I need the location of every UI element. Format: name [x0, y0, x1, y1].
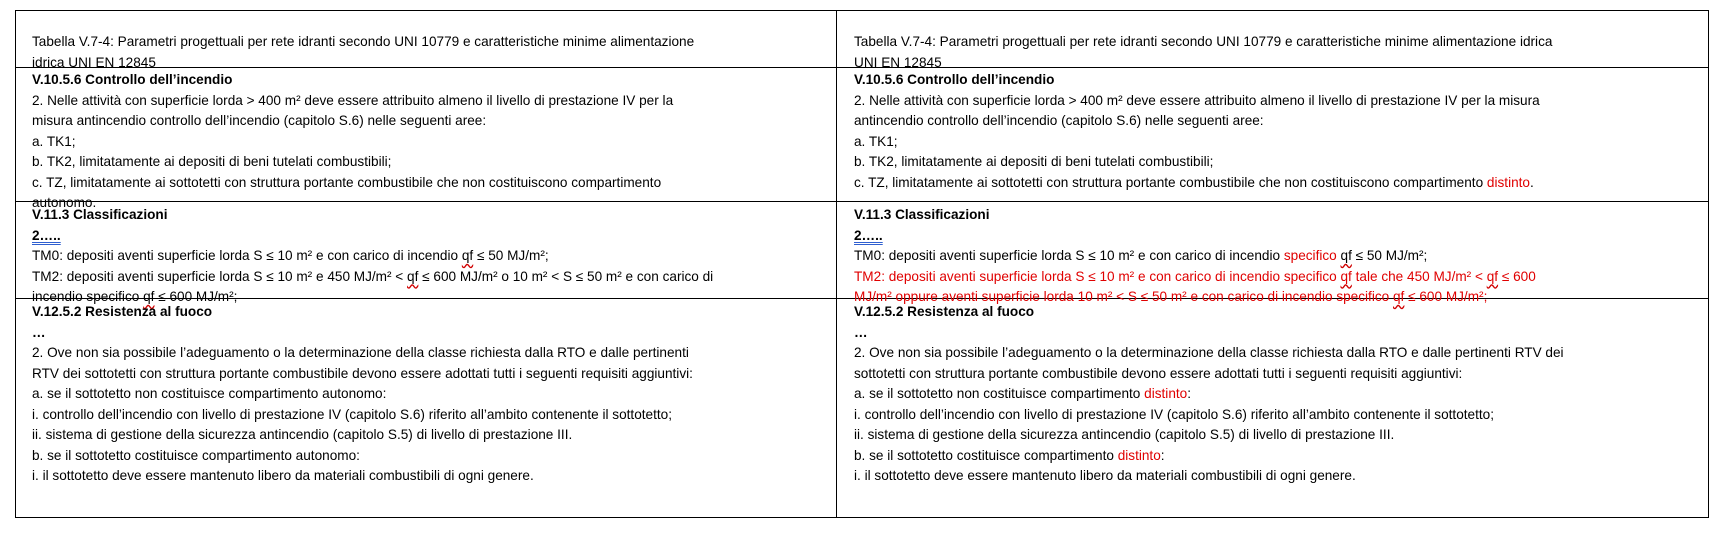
left-section-classificazioni: V.11.3 Classificazioni 2….. TM0: depositi aventi superficie lorda S ≤ 10 m² e con carico di incendio qf ≤ 50 MJ/m²; TM2: depositi aventi superficie lorda S ≤ 10 m² e 450 MJ/m² < qf ≤ 600 MJ/m² o 10 m² < S ≤ 50 m² e con carico di incendio specifico qf ≤ 600 MJ/m²; — [32, 205, 842, 308]
left-section-controllo: V.10.5.6 Controllo dell’incendio 2. Nelle attività con superficie lorda > 400 m² deve essere attribuito almeno il livello di prestazione IV per la misura antincendio controllo dell’incendio (capitolo S.6) nelle seguenti aree: a. TK1; b. TK2, limitatamente ai depositi di beni tutelati combustibili; c. TZ, limitatamente ai sottotetti con struttura portante combustibile che non costituiscono compartimento autonomo. — [32, 70, 842, 214]
section-heading: V.12.5.2 Resistenza al fuoco — [854, 304, 1035, 319]
changed-text: TM2: depositi aventi superficie lorda S ≤ 10 m² e con carico di incendio specifico qf tale che 450 MJ/m² < qf ≤ 600 — [854, 268, 1536, 284]
section-heading: V.10.5.6 Controllo dell’incendio — [32, 72, 233, 87]
right-section-controllo: V.10.5.6 Controllo dell’incendio 2. Nelle attività con superficie lorda > 400 m² deve essere attribuito almeno il livello di prestazione IV per la misura antincendio controllo dell’incendio (capitolo S.6) nelle seguenti aree: a. TK1; b. TK2, limitatamente ai depositi di beni tutelati combustibili; c. TZ, limitatamente ai sottotetti con struttura portante combustibile che non costituiscono compartimento distinto. — [854, 70, 1664, 193]
right-section-resistenza: V.12.5.2 Resistenza al fuoco … 2. Ove non sia possibile l’adeguamento o la determinazione della classe richiesta dalla RTO e dalle pertinenti RTV dei sottotetti con struttura portante combustibile devono essere adottati tutti i seguenti requisiti aggiuntivi: a. se il sottotetto non costituisce compartimento distinto: i. controllo dell’incendio con livello di prestazione IV (capitolo S.6) riferito all’ambito contenente il sottotetto; ii. sistema di gestione della sicurezza antincendio (capitolo S.5) di livello di prestazione III. b. se il sottotetto costituisce compartimento distinto: i. il sottotetto deve essere mantenuto libero da materiali combustibili di ogni genere. — [854, 302, 1664, 487]
right-caption: Tabella V.7-4: Parametri progettuali per rete idranti secondo UNI 10779 e caratteristiche minime alimentazione idrica UNI EN 12845 — [854, 34, 1553, 70]
changed-text: distinto — [1486, 174, 1530, 190]
changed-text: distinto — [1117, 447, 1161, 463]
section-heading: V.11.3 Classificazioni — [854, 207, 990, 222]
changed-text: distinto — [1144, 386, 1188, 401]
right-section-classificazioni: V.11.3 Classificazioni 2….. TM0: depositi aventi superficie lorda S ≤ 10 m² e con carico di incendio specifico qf ≤ 50 MJ/m²; TM2: depositi aventi superficie lorda S ≤ 10 m² e con carico di incendio specifico qf tale che 450 MJ/m² < qf ≤ 600 MJ/m² oppure aventi superficie lorda 10 m² < S ≤ 50 m² e con carico di incendio specifico qf ≤ 600 MJ/m²; — [854, 205, 1664, 308]
section-heading: V.11.3 Classificazioni — [32, 207, 168, 222]
changed-text: specifico — [1283, 248, 1337, 263]
left-caption: Tabella V.7-4: Parametri progettuali per rete idranti secondo UNI 10779 e caratteristiche minime alimentazione idrica UNI EN 12845 — [32, 34, 695, 70]
left-section-resistenza: V.12.5.2 Resistenza al fuoco … 2. Ove non sia possibile l’adeguamento o la determinazione della classe richiesta dalla RTO e dalle pertinenti RTV dei sottotetti con struttura portante combustibile devono essere adottati tutti i seguenti requisiti aggiuntivi: a. se il sottotetto non costituisce compartimento autonomo: i. controllo dell’incendio con livello di prestazione IV (capitolo S.6) riferito all’ambito contenente il sottotetto; ii. sistema di gestione della sicurezza antincendio (capitolo S.5) di livello di prestazione III. b. se il sottotetto costituisce compartimento autonomo: i. il sottotetto deve essere mantenuto libero da materiali combustibili di ogni genere. — [32, 302, 842, 487]
section-heading: V.12.5.2 Resistenza al fuoco — [32, 304, 213, 319]
changed-text: MJ/m² oppure aventi superficie lorda 10 m² < S ≤ 50 m² e con carico di incendio specifico qf ≤ 600 MJ/m²; — [854, 289, 1488, 304]
section-heading: V.10.5.6 Controllo dell’incendio — [854, 72, 1055, 87]
comparison-table — [15, 10, 1709, 518]
